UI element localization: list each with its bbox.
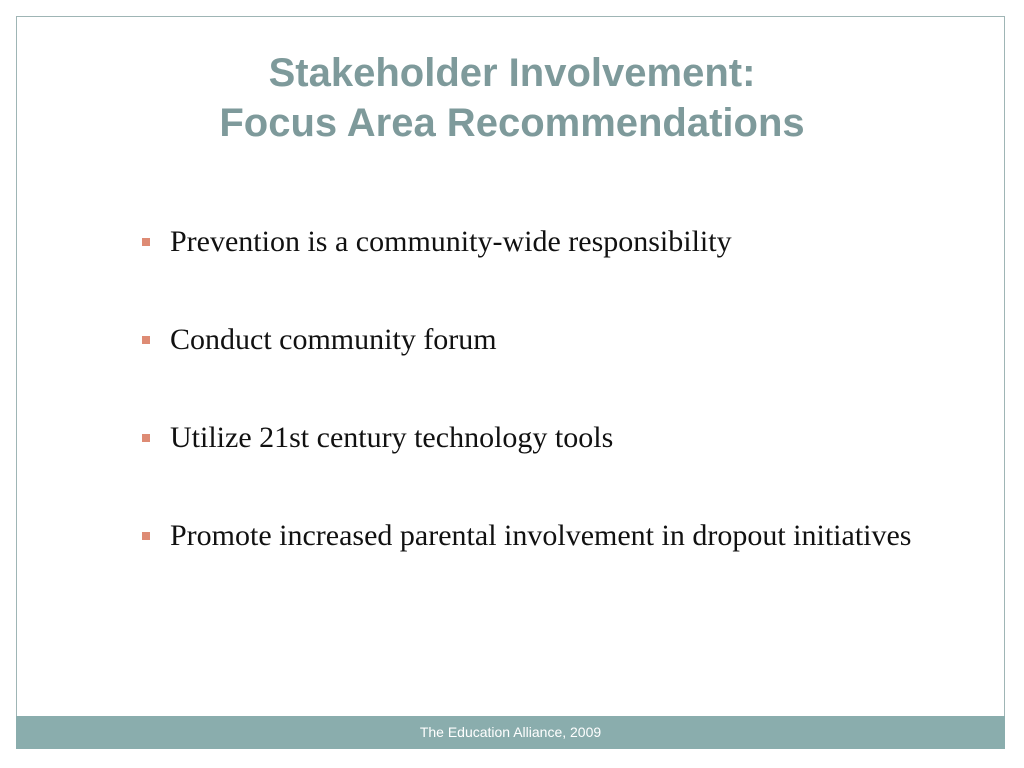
bullet-text: Conduct community forum xyxy=(170,323,497,356)
square-bullet-icon xyxy=(142,336,150,344)
list-item xyxy=(139,222,959,262)
square-bullet-icon xyxy=(142,238,150,246)
list-item xyxy=(139,320,959,360)
bullet-text: Prevention is a community-wide responsibility xyxy=(170,225,732,258)
list-item xyxy=(139,418,959,458)
bullet-text: Utilize 21st century technology tools xyxy=(170,421,614,454)
footer-bar xyxy=(16,716,1005,749)
bullet-list xyxy=(139,222,959,614)
title-line-2: Focus Area Recommendations xyxy=(219,101,805,145)
list-item xyxy=(139,516,959,556)
footer-text: The Education Alliance, 2009 xyxy=(419,724,602,740)
bullet-text: Promote increased parental involvement in dropout initiatives xyxy=(170,519,912,552)
square-bullet-icon xyxy=(142,434,150,442)
slide-title xyxy=(0,48,1024,148)
square-bullet-icon xyxy=(142,532,150,540)
title-line-1: Stakeholder Involvement: xyxy=(268,51,756,95)
